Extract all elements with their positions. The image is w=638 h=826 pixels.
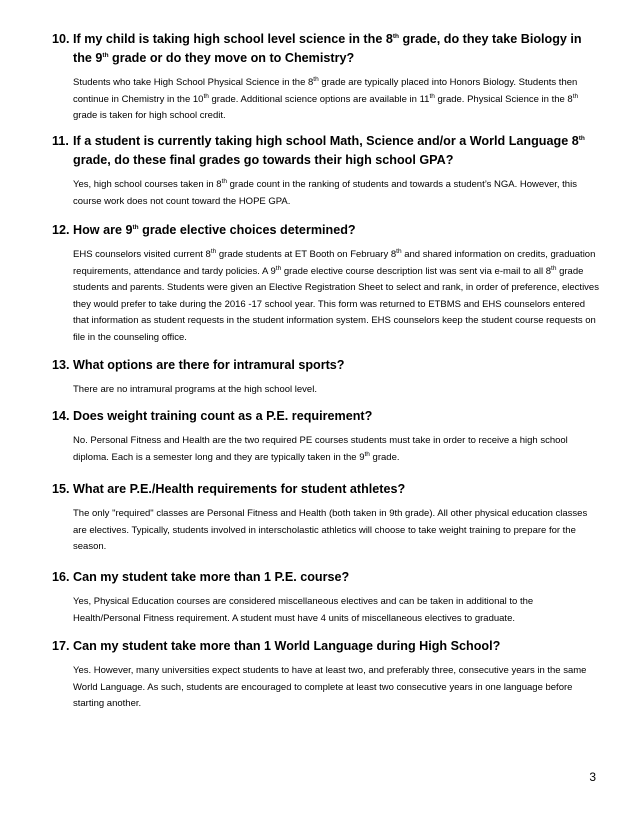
question-11: 11. If a student is currently taking high school Math, Science and/or a World Language 8th grade, do these final grades go towards their high school GPA? [52,134,585,167]
question-13: 13. What options are there for intramural sports? [52,358,345,372]
answer-17: Yes. However, many universities expect students to have at least two, and preferably three, consecutive years in the same World Language. As such, students are encouraged to complete at least two consecutive years in one language before starting another. [73,665,587,709]
faq-item-13 [52,356,602,399]
faq-item-11 [52,132,602,210]
faq-item-17 [52,637,602,713]
question-12: 12. How are 9th grade elective choices determined? [52,223,356,237]
faq-item-10 [52,30,602,125]
question-14: 14. Does weight training count as a P.E. requirement? [52,409,373,423]
answer-12: EHS counselors visited current 8th grade students at ET Booth on February 8th and shared information on credits, graduation requirements, attendance and tardy policies. A 9th grade elective course description list was sent via e-mail to all 8th grade students and parents. Students were given an Elective Registration Sheet to select and rank, in order of preference, electives they would prefer to take during the 2016 -17 school year. This form was returned to ETBMS and EHS counselors entered that information as student requests in the student information system. EHS counselors keep the student course requests on file in the counseling office. [73,247,599,343]
page-number: 3 [589,770,596,784]
faq-item-12 [52,221,602,346]
question-10: 10. If my child is taking high school level science in the 8th grade, do they take Biology in the 9th grade or do they move on to Chemistry? [52,32,582,65]
answer-13: There are no intramural programs at the high school level. [73,384,317,395]
faq-item-14 [52,407,602,466]
faq-item-16 [52,568,602,627]
faq-item-15 [52,480,602,556]
question-16: 16. Can my student take more than 1 P.E. course? [52,570,350,584]
answer-14: No. Personal Fitness and Health are the two required PE courses students must take in order to receive a high school diploma. Each is a semester long and they are typically taken in the 9th grade. [73,435,568,463]
answer-16: Yes, Physical Education courses are considered miscellaneous electives and can be taken in additional to the Health/Personal Fitness requirement. A student must have 4 units of miscellaneous electives to graduate. [73,596,534,624]
answer-11: Yes, high school courses taken in 8th grade count in the ranking of students and towards a student’s NGA. However, this course work does not count toward the HOPE GPA. [73,177,577,207]
answer-15: The only "required" classes are Personal Fitness and Health (both taken in 9th grade). All other physical education classes are electives. Typically, students involved in interscholastic athletics will choose to take weight training to prepare for the season. [73,508,588,552]
answer-10: Students who take High School Physical Science in the 8th grade are typically placed into Honors Biology. Students then continue in Chemistry in the 10th grade. Additional science options are available in 11th grade. Physical Science in the 8th grade is taken for high school credit. [73,75,579,121]
question-15: 15. What are P.E./Health requirements for student athletes? [52,482,406,496]
question-17: 17. Can my student take more than 1 World Language during High School? [52,639,501,653]
